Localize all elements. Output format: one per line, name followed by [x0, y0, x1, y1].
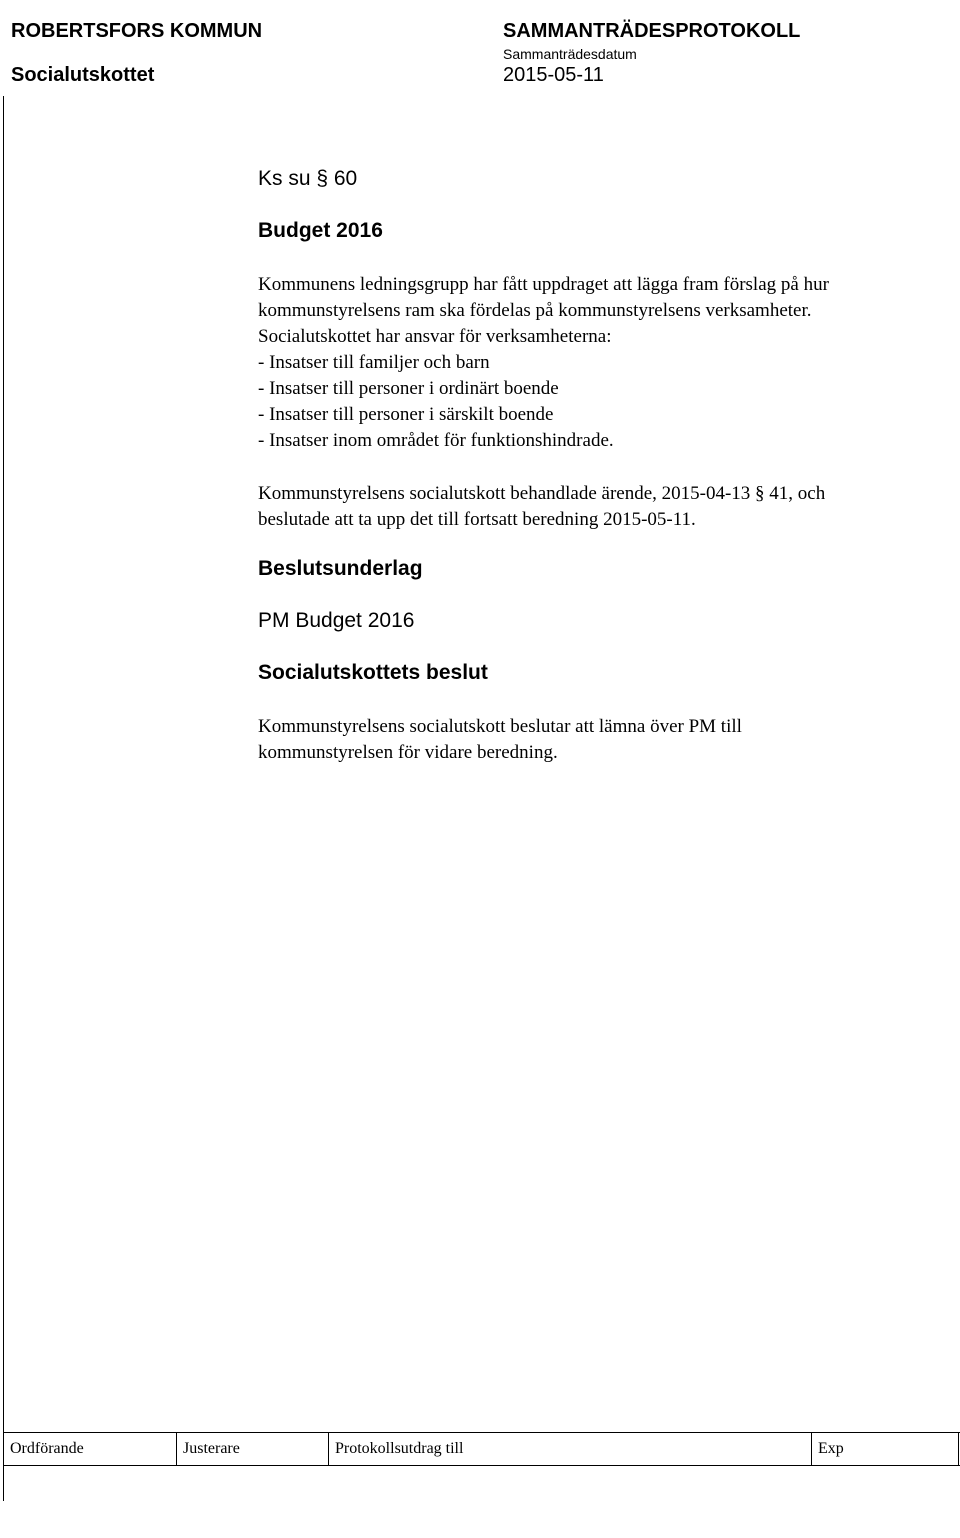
list-item: - Insatser till familjer och barn: [258, 352, 490, 373]
committee-name: Socialutskottet: [11, 64, 155, 86]
decision-text: [258, 714, 742, 766]
decision-heading: Socialutskottets beslut: [258, 661, 488, 684]
list-item: - Insatser till personer i särskilt boende: [258, 404, 554, 425]
item-reference: Ks su § 60: [258, 167, 358, 190]
paragraph-line: Kommunens ledningsgrupp har fått uppdraget att lägga fram förslag på hur: [258, 274, 829, 295]
basis-heading: Beslutsunderlag: [258, 557, 423, 580]
document-type: SAMMANTRÄDESPROTOKOLL: [503, 20, 801, 42]
paragraph-line: Socialutskottet har ansvar för verksamheterna:: [258, 326, 612, 347]
paragraph-line: Kommunstyrelsens socialutskott behandlade ärende, 2015-04-13 § 41, och: [258, 483, 826, 504]
meeting-date-label: Sammanträdesdatum: [503, 46, 637, 62]
footer-extract-cell: Protokollsutdrag till: [329, 1433, 812, 1465]
paragraph-line: kommunstyrelsen för vidare beredning.: [258, 742, 558, 763]
list-item: - Insatser till personer i ordinärt boende: [258, 378, 559, 399]
paragraph-line: beslutade att ta upp det till fortsatt beredning 2015-05-11.: [258, 509, 696, 530]
signature-footer: [3, 1432, 960, 1466]
organization-name: ROBERTSFORS KOMMUN: [11, 20, 263, 42]
basis-document: PM Budget 2016: [258, 609, 415, 632]
left-margin-rule: [3, 96, 4, 1501]
paragraph-line: Kommunstyrelsens socialutskott beslutar att lämna över PM till: [258, 716, 742, 737]
footer-adjusters-cell: Justerare: [177, 1433, 329, 1465]
footer-chair-cell: Ordförande: [4, 1433, 177, 1465]
footer-exp-cell: Exp: [812, 1433, 959, 1465]
item-title: Budget 2016: [258, 219, 383, 242]
paragraph-previous-handling: [258, 481, 825, 533]
meeting-date: 2015-05-11: [503, 64, 604, 86]
paragraph-line: kommunstyrelsens ram ska fördelas på kommunstyrelsens verksamheter.: [258, 300, 812, 321]
paragraph-background: [258, 272, 829, 454]
list-item: - Insatser inom området för funktionshindrade.: [258, 430, 614, 451]
